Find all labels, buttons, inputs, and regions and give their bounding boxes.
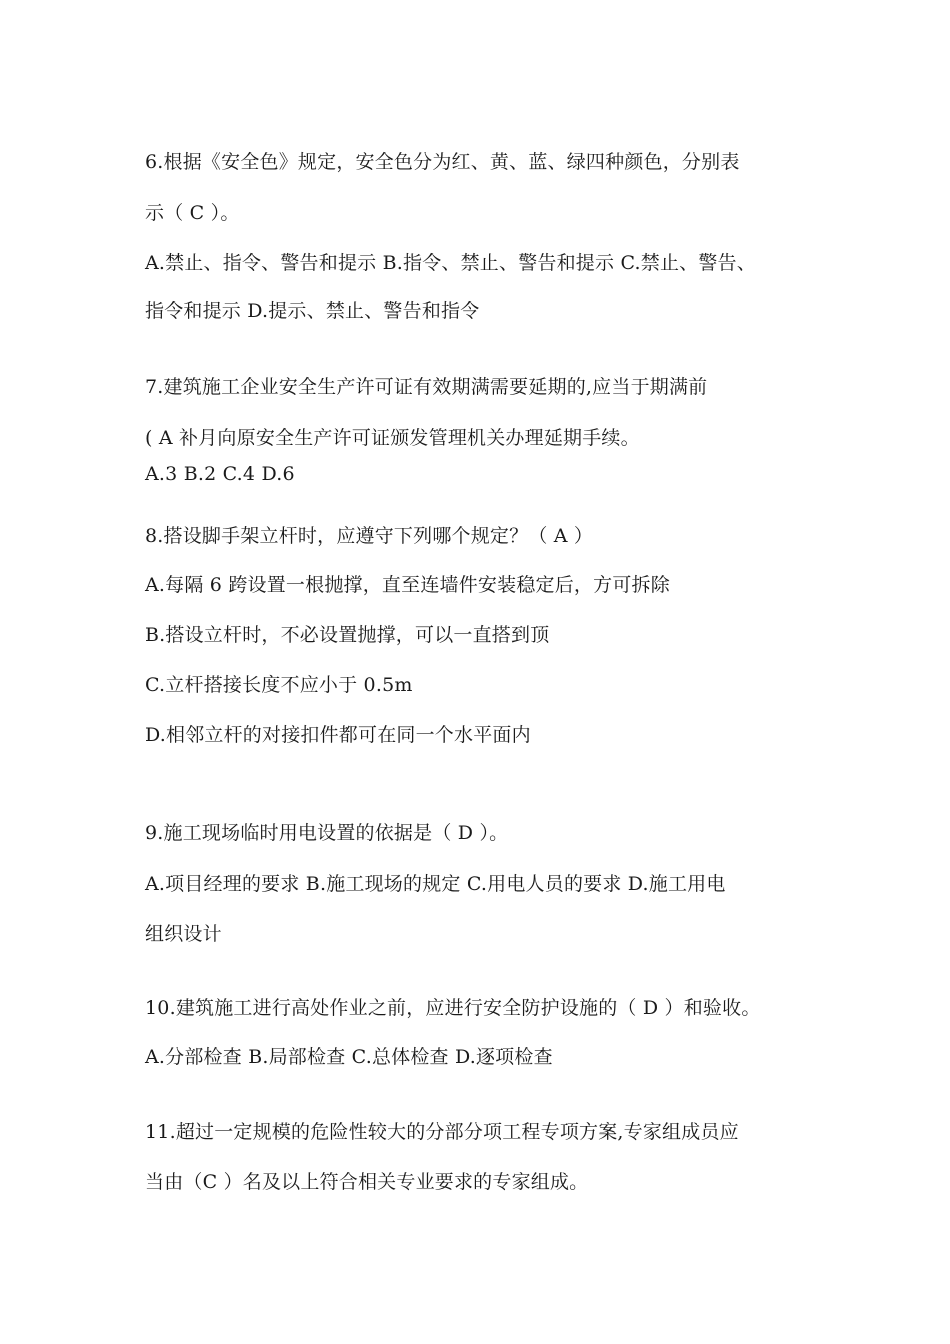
q10-stem: 10.建筑施工进行高处作业之前，应进行安全防护设施的（ D ）和验收。: [145, 997, 761, 1019]
q7-stem-line-1: 7.建筑施工企业安全生产许可证有效期满需要延期的,应当于期满前: [145, 376, 708, 398]
q6-stem-line-2: 示（ C ）。: [145, 202, 240, 224]
q7-options: A.3 B.2 C.4 D.6: [145, 463, 295, 485]
q8-option-a: A.每隔 6 跨设置一根抛撑，直至连墙件安装稳定后，方可拆除: [145, 574, 670, 596]
q10-options: A.分部检查 B.局部检查 C.总体检查 D.逐项检查: [145, 1046, 553, 1068]
q7-stem-line-2: ( A 补月向原安全生产许可证颁发管理机关办理延期手续。: [145, 427, 640, 449]
q6-stem-line-1: 6.根据《安全色》规定，安全色分为红、黄、蓝、绿四种颜色，分别表: [145, 151, 740, 173]
q11-stem-line-1: 11.超过一定规模的危险性较大的分部分项工程专项方案,专家组成员应: [145, 1121, 739, 1143]
q8-option-b: B.搭设立杆时，不必设置抛撑，可以一直搭到顶: [145, 624, 550, 646]
q9-stem: 9.施工现场临时用电设置的依据是（ D ）。: [145, 822, 509, 844]
q11-stem-line-2: 当由（C ）名及以上符合相关专业要求的专家组成。: [145, 1171, 589, 1193]
q9-options-line-1: A.项目经理的要求 B.施工现场的规定 C.用电人员的要求 D.施工用电: [145, 873, 726, 895]
q8-stem: 8.搭设脚手架立杆时，应遵守下列哪个规定？（ A ）: [145, 525, 594, 547]
q6-options-line-1: A.禁止、指令、警告和提示 B.指令、禁止、警告和提示 C.禁止、警告、: [145, 252, 756, 274]
q8-option-c: C.立杆搭接长度不应小于 0.5m: [145, 674, 413, 696]
q6-options-line-2: 指令和提示 D.提示、禁止、警告和指令: [145, 300, 480, 322]
q8-option-d: D.相邻立杆的对接扣件都可在同一个水平面内: [145, 724, 531, 746]
q9-options-line-2: 组织设计: [145, 923, 222, 945]
